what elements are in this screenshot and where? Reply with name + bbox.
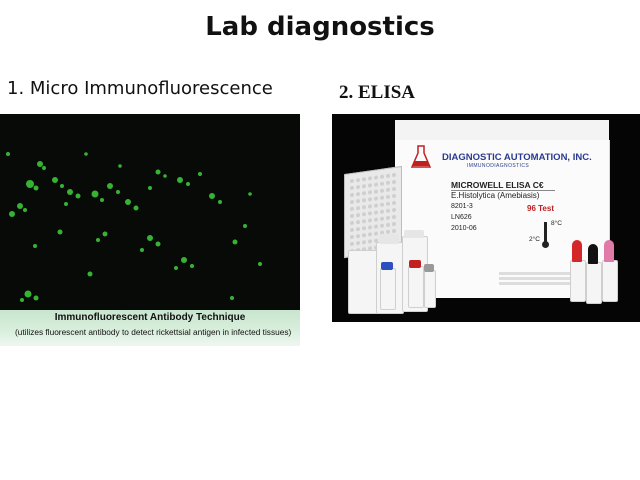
- plate-well: [392, 215, 396, 220]
- plate-well: [380, 195, 384, 200]
- plate-well: [368, 190, 372, 195]
- plate-well: [362, 219, 366, 224]
- plate-well: [386, 202, 390, 207]
- plate-well: [374, 217, 378, 222]
- kit-subtitle: E.Histolytica (Amebiasis): [451, 191, 540, 200]
- dropper-bottle-black: [586, 262, 602, 304]
- plate-well: [350, 200, 354, 205]
- method-1-label: 1. Micro Immunofluorescence: [7, 78, 273, 99]
- plate-well: [350, 186, 354, 191]
- dropper-bottle-pink: [602, 260, 618, 302]
- plate-well: [356, 241, 360, 246]
- dropper-cap-black: [588, 244, 598, 264]
- plate-well: [386, 209, 390, 214]
- plate-well: [368, 232, 372, 237]
- plate-well: [362, 205, 366, 210]
- plate-well: [356, 213, 360, 218]
- plate-well: [380, 174, 384, 179]
- plate-well: [392, 173, 396, 178]
- temp-high: 8°C: [551, 220, 562, 227]
- plate-well: [356, 220, 360, 225]
- plate-well: [350, 193, 354, 198]
- plate-well: [374, 175, 378, 180]
- plate-well: [362, 177, 366, 182]
- plate-well: [350, 242, 354, 247]
- plate-well: [374, 203, 378, 208]
- plate-well: [362, 184, 366, 189]
- dropper-cap-pink: [604, 240, 614, 262]
- plate-well: [362, 198, 366, 203]
- plate-well: [392, 229, 396, 234]
- plate-well: [356, 192, 360, 197]
- plate-well: [356, 185, 360, 190]
- plate-well: [356, 234, 360, 239]
- slide-title: Lab diagnostics: [205, 12, 435, 42]
- plate-well: [374, 210, 378, 215]
- plate-well: [380, 216, 384, 221]
- plate-well: [386, 188, 390, 193]
- plate-well: [380, 209, 384, 214]
- plate-well: [368, 176, 372, 181]
- plate-well: [356, 178, 360, 183]
- plate-well: [374, 189, 378, 194]
- plate-well: [350, 221, 354, 226]
- bottle-cap: [404, 230, 424, 238]
- plate-well: [356, 206, 360, 211]
- elisa-kit-image: [332, 114, 640, 322]
- plate-well: [374, 224, 378, 229]
- plate-well: [386, 195, 390, 200]
- immunofluorescence-image: [0, 114, 300, 346]
- bottle-cap: [379, 234, 399, 244]
- plate-well: [392, 201, 396, 206]
- plate-well: [380, 188, 384, 193]
- plate-well: [374, 231, 378, 236]
- plate-well: [392, 222, 396, 227]
- kit-box-lid: [395, 120, 609, 141]
- plate-well: [356, 227, 360, 232]
- plate-well: [362, 233, 366, 238]
- caption-subtitle: (utilizes fluorescent antibody to detect rickettsial antigen in infected tissues): [15, 327, 292, 337]
- plate-well: [368, 197, 372, 202]
- kit-name: MICROWELL ELISA C€: [451, 180, 555, 191]
- plate-well: [350, 228, 354, 233]
- plate-well: [368, 183, 372, 188]
- vial-red: [408, 266, 424, 308]
- plate-well: [368, 239, 372, 244]
- plate-well: [374, 182, 378, 187]
- vial-cap-blue: [381, 262, 393, 270]
- thermometer-icon: [544, 222, 547, 244]
- plate-well: [368, 225, 372, 230]
- plate-well: [356, 199, 360, 204]
- brand-subtitle: IMMUNODIAGNOSTICS: [467, 163, 530, 169]
- plate-well: [392, 194, 396, 199]
- brand-name: DIAGNOSTIC AUTOMATION, INC.: [442, 152, 592, 163]
- plate-well: [362, 191, 366, 196]
- plate-well: [368, 218, 372, 223]
- dropper-bottle-red: [570, 260, 586, 302]
- plate-well: [392, 180, 396, 185]
- plate-well: [362, 240, 366, 245]
- caption-title: Immunofluorescent Antibody Technique: [54, 312, 246, 323]
- plate-well: [368, 211, 372, 216]
- method-2-label: 2. ELISA: [339, 82, 416, 103]
- kit-lot: LN626: [451, 214, 472, 221]
- kit-ref: 8201-3: [451, 203, 473, 210]
- plate-well: [380, 223, 384, 228]
- flask-logo-icon: [410, 144, 432, 170]
- test-count: 96 Test: [527, 204, 554, 213]
- plate-well: [380, 202, 384, 207]
- vial-cap-red: [409, 260, 421, 268]
- vial-cap-grey: [424, 264, 434, 272]
- vial-small: [424, 270, 436, 308]
- temp-low: 2°C: [529, 236, 540, 243]
- kit-expiry: 2010-06: [451, 225, 477, 232]
- plate-well: [350, 214, 354, 219]
- plate-well: [392, 187, 396, 192]
- plate-well: [374, 196, 378, 201]
- plate-well: [386, 223, 390, 228]
- plate-well: [386, 181, 390, 186]
- plate-well: [350, 235, 354, 240]
- plate-well: [392, 208, 396, 213]
- plate-well: [380, 181, 384, 186]
- dropper-cap-red: [572, 240, 582, 262]
- plate-well: [362, 226, 366, 231]
- plate-well: [368, 204, 372, 209]
- plate-well: [350, 207, 354, 212]
- vial-blue: [380, 268, 396, 310]
- fluorescence-micrograph: [0, 114, 300, 310]
- plate-well: [362, 212, 366, 217]
- plate-well: [350, 179, 354, 184]
- plate-well: [386, 216, 390, 221]
- micrograph-caption: [0, 310, 300, 346]
- plate-well: [386, 174, 390, 179]
